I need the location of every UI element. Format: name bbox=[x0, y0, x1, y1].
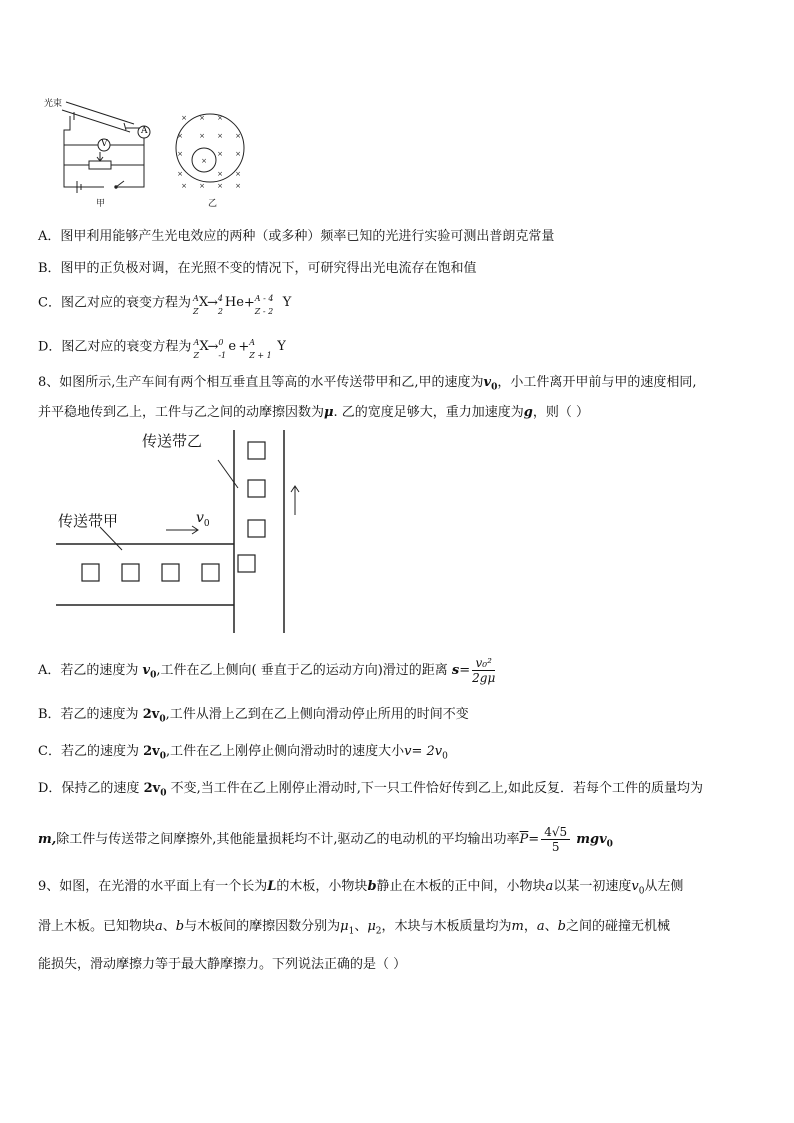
fraction: $\frac{\text{v₀²}}{2g\mu}$ bbox=[472, 656, 496, 685]
q8-option-d-line2: m,除工件与传送带之间摩擦外,其他能量损耗均不计,驱动乙的电动机的平均输出功率$\overline{P}=$ $\frac{4√5}{5}$ mgv$_0$ bbox=[38, 825, 613, 854]
text: 并平稳地传到乙上，工件与乙之间的动摩擦因数为 bbox=[38, 405, 325, 420]
nuclide-e: 0 -1 e bbox=[218, 338, 237, 360]
var-v0: v bbox=[483, 375, 492, 390]
text: 除工件与传送带之间摩擦外,其他能量损耗均不计,驱动乙的电动机的平均输出功率 bbox=[56, 832, 520, 847]
text: 从左侧 bbox=[644, 879, 684, 894]
belt-jia-label: 传送带甲 bbox=[58, 512, 119, 530]
text: ，则（ ） bbox=[532, 405, 590, 420]
var-mu1: μ bbox=[340, 919, 349, 934]
text: 9、如图，在光滑的水平面上有一个长为 bbox=[38, 879, 268, 894]
var-b: b bbox=[557, 919, 566, 934]
sub: 0 bbox=[491, 382, 498, 393]
var-s: s bbox=[451, 663, 460, 678]
v0-label: $v_0$ bbox=[196, 510, 210, 529]
text: . 乙的宽度足够大，重力加速度为 bbox=[333, 405, 524, 420]
var-b: b bbox=[367, 879, 377, 894]
q9-stem-line1: 9、如图，在光滑的水平面上有一个长为L的木板，小物块b静止在木板的正中间，小物块a以某一初速度$v_0$从左侧 bbox=[38, 879, 684, 897]
text: 的木板，小物块 bbox=[276, 879, 368, 894]
figure-yi bbox=[172, 108, 252, 208]
ammeter-label: A bbox=[141, 126, 148, 136]
svg-text:×: × bbox=[217, 170, 223, 178]
svg-text:×: × bbox=[177, 170, 183, 178]
svg-text:×: × bbox=[177, 132, 183, 140]
var-p: $\overline{P}$ bbox=[519, 832, 529, 847]
nuclide-x: A Z X bbox=[193, 338, 209, 360]
text: 之间的碰撞无机械 bbox=[566, 919, 671, 934]
svg-text:×: × bbox=[217, 182, 223, 190]
plus: + bbox=[243, 295, 255, 311]
voltmeter-label: V bbox=[101, 139, 108, 149]
q7-option-b: B．图甲的正负极对调，在光照不变的情况下，可研究得出光电流存在饱和值 bbox=[38, 261, 477, 276]
conveyor-belts-diagram bbox=[38, 430, 328, 635]
figure-jia-caption: 甲 bbox=[96, 199, 106, 209]
text: 滑上木板。已知物块 bbox=[38, 919, 156, 934]
var-2v0: 2v bbox=[143, 744, 160, 759]
nuclide-he: 4 2 He bbox=[217, 294, 244, 316]
expr: v= 2v bbox=[404, 744, 443, 759]
svg-text:×: × bbox=[181, 114, 187, 122]
svg-text:×: × bbox=[217, 132, 223, 140]
var-mu2: μ bbox=[367, 919, 376, 934]
svg-text:×: × bbox=[199, 114, 205, 122]
q7-d-prefix: D．图乙对应的衰变方程为 bbox=[38, 339, 192, 355]
svg-text:×: × bbox=[235, 132, 241, 140]
svg-text:×: × bbox=[235, 182, 241, 190]
var-m: m bbox=[511, 919, 524, 934]
figure-yi-caption: 乙 bbox=[208, 199, 218, 209]
svg-text:×: × bbox=[235, 150, 241, 158]
text: 静止在木板的正中间，小物块 bbox=[376, 879, 546, 894]
text: 不变,当工件在乙上刚停止滑动时,下一只工件恰好传到乙上,如此反复．若每个工件的质量均为 bbox=[170, 781, 703, 796]
text: ,工件在乙上刚停止侧向滑动时的速度大小 bbox=[165, 744, 405, 759]
svg-text:×: × bbox=[199, 132, 205, 140]
figure-conveyor-belts bbox=[38, 430, 328, 635]
var-g: g bbox=[523, 405, 533, 420]
text: ,工件在乙上侧向( 垂直于乙的运动方向)滑过的距离 bbox=[156, 663, 448, 678]
q8-stem-line2 bbox=[38, 404, 589, 422]
q9-stem-line3: 能损失，滑动摩擦力等于最大静摩擦力。下列说法正确的是（ ） bbox=[38, 957, 407, 972]
text: ，木块与木板质量均为 bbox=[381, 919, 512, 934]
var-v0: v bbox=[631, 879, 639, 894]
var-m: m, bbox=[38, 832, 57, 847]
svg-text:×: × bbox=[217, 150, 223, 158]
svg-text:×: × bbox=[199, 182, 205, 190]
var-v: v bbox=[142, 663, 151, 678]
q8-option-d-line1: D．保持乙的速度 $2v_0$ 不变,当工件在乙上刚停止滑动时,下一只工件恰好传到乙上,如此反复．若每个工件的质量均为 bbox=[38, 781, 703, 799]
arrow: → bbox=[206, 295, 218, 311]
nuclide-y: A - 4 Z - 2 Y bbox=[254, 294, 292, 316]
q7-option-d bbox=[38, 338, 289, 360]
q8-option-a: A．若乙的速度为 $v_0$,工件在乙上侧向( 垂直于乙的运动方向)滑过的距离 s= $\frac{\text{v₀²}}{2g\mu}$ bbox=[38, 656, 496, 685]
q8-option-b: B．若乙的速度为 $2v_0$,工件从滑上乙到在乙上侧向滑动停止所用的时间不变 bbox=[38, 707, 469, 725]
arrow: → bbox=[207, 339, 219, 355]
var-a: a bbox=[536, 919, 545, 934]
nuclide-y: A Z + 1 Y bbox=[249, 338, 286, 360]
text: D．保持乙的速度 bbox=[38, 781, 140, 796]
q7-c-prefix: C．图乙对应的衰变方程为 bbox=[38, 295, 191, 311]
text: 8、如图所示,生产车间有两个相互垂直且等高的水平传送带甲和乙,甲的速度为 bbox=[38, 375, 484, 390]
q8-option-c: C．若乙的速度为 $2v_0$,工件在乙上刚停止侧向滑动时的速度大小$v= 2v_0$ bbox=[38, 744, 448, 762]
var-2v0: 2v bbox=[142, 707, 160, 722]
q8-stem-line1 bbox=[38, 374, 697, 397]
fraction: $\frac{4√5}{5}$ bbox=[541, 825, 570, 854]
var-a: a bbox=[155, 919, 163, 934]
var-2v0: 2v bbox=[143, 781, 161, 796]
figure-jia bbox=[44, 90, 159, 209]
svg-text:×: × bbox=[177, 150, 183, 158]
svg-text:×: × bbox=[217, 114, 223, 122]
text: 以某一初速度 bbox=[553, 879, 632, 894]
magnetic-field-tracks-diagram bbox=[172, 108, 252, 194]
var-mgv0: mgv bbox=[576, 832, 607, 847]
belt-yi-label: 传送带乙 bbox=[142, 432, 203, 450]
text: ，小工件离开甲前与甲的速度相同, bbox=[497, 375, 697, 390]
q7-option-a: A．图甲利用能够产生光电效应的两种（或多种）频率已知的光进行实验可测出普朗克常量 bbox=[38, 229, 555, 244]
var-l: L bbox=[267, 879, 277, 894]
var-b: b bbox=[175, 919, 185, 934]
q9-stem-line2: 滑上木板。已知物块a、b与木板间的摩擦因数分别为$\mu_1$、$\mu_2$，木块与木板质量均为m，a、b之间的碰撞无机械 bbox=[38, 919, 671, 937]
var-mu: μ bbox=[324, 405, 334, 420]
text: A．若乙的速度为 bbox=[38, 663, 139, 678]
var-a: a bbox=[545, 879, 554, 894]
svg-text:×: × bbox=[201, 157, 207, 165]
svg-text:×: × bbox=[235, 170, 241, 178]
text: B．若乙的速度为 bbox=[38, 707, 139, 722]
nuclide-x: A Z X bbox=[192, 294, 209, 316]
text: C．若乙的速度为 bbox=[38, 744, 139, 759]
light-beam-label: 光束 bbox=[44, 99, 63, 109]
text: 与木板间的摩擦因数分别为 bbox=[184, 919, 341, 934]
q7-option-c bbox=[38, 294, 295, 316]
plus: + bbox=[238, 339, 250, 355]
svg-text:×: × bbox=[181, 182, 187, 190]
text: ,工件从滑上乙到在乙上侧向滑动停止所用的时间不变 bbox=[165, 707, 469, 722]
